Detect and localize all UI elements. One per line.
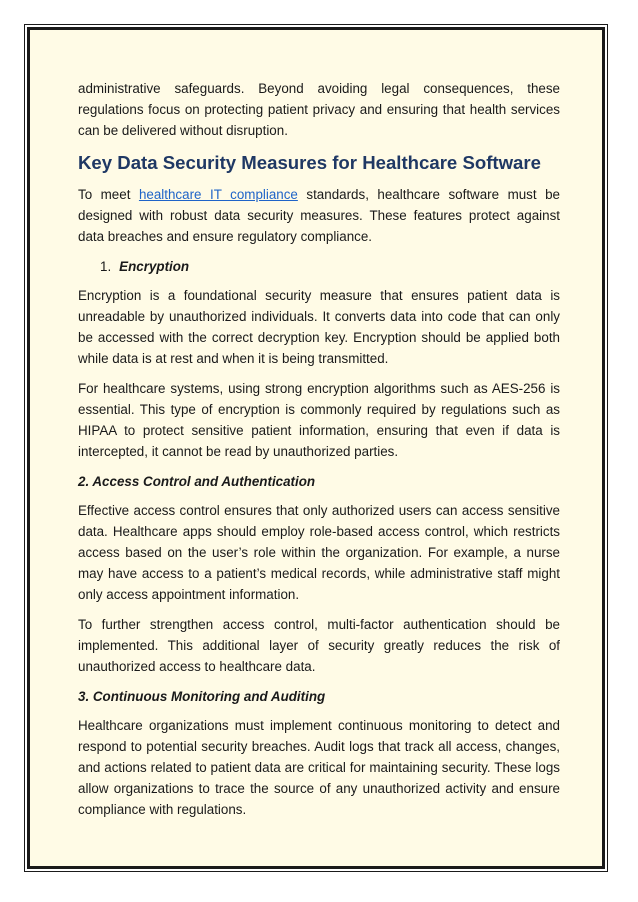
section-heading: Key Data Security Measures for Healthcare Software — [78, 152, 541, 173]
document-page — [27, 27, 605, 869]
section-lead-paragraph — [78, 184, 560, 247]
item-1-number: 1. — [100, 259, 112, 274]
lead-text-before: To meet — [78, 187, 139, 202]
item-2-paragraph-1: Effective access control ensures that only authorized users can access sensitive data. Healthcare apps should employ role-based access control, which restricts access based on the user’s role within the organization. For example, a nurse may have access to a patient’s medical records, while administrative staff might only access appointment information. — [78, 503, 560, 602]
item-1-title: Encryption — [119, 259, 190, 274]
item-2-title: 2. Access Control and Authentication — [78, 474, 316, 489]
item-1-heading — [100, 256, 560, 277]
item-1-paragraph-1: Encryption is a foundational security measure that ensures patient data is unreadable by unauthorized individuals. It converts data into code that can only be accessed with the correct decryption key. Encryption should be applied both while data is at rest and when it is being transmitted. — [78, 288, 560, 366]
item-3-title: 3. Continuous Monitoring and Auditing — [78, 689, 326, 704]
healthcare-it-compliance-link[interactable]: healthcare IT compliance — [138, 187, 298, 202]
intro-paragraph: administrative safeguards. Beyond avoiding legal consequences, these regulations focus on protecting patient privacy and ensuring that health services can be delivered without disruption. — [78, 81, 560, 138]
item-2-paragraph-2: To further strengthen access control, multi-factor authentication should be implemented. This additional layer of security greatly reduces the risk of unauthorized access to healthcare data. — [78, 617, 560, 674]
item-1-paragraph-2: For healthcare systems, using strong encryption algorithms such as AES-256 is essential. This type of encryption is commonly required by regulations such as HIPAA to protect sensitive patient information, ensuring that even if data is intercepted, it cannot be read by unauthorized parties. — [78, 381, 560, 459]
lead-text-after: standards, healthcare software must be designed with robust data security measures. These features protect against data breaches and ensure regulatory compliance. — [78, 187, 560, 244]
document-content — [78, 78, 560, 829]
item-3-paragraph-1: Healthcare organizations must implement continuous monitoring to detect and respond to potential security breaches. Audit logs that track all access, changes, and actions related to patient data are critical for maintaining security. These logs allow organizations to trace the source of any unauthorized activity and ensure compliance with regulations. — [78, 718, 560, 817]
